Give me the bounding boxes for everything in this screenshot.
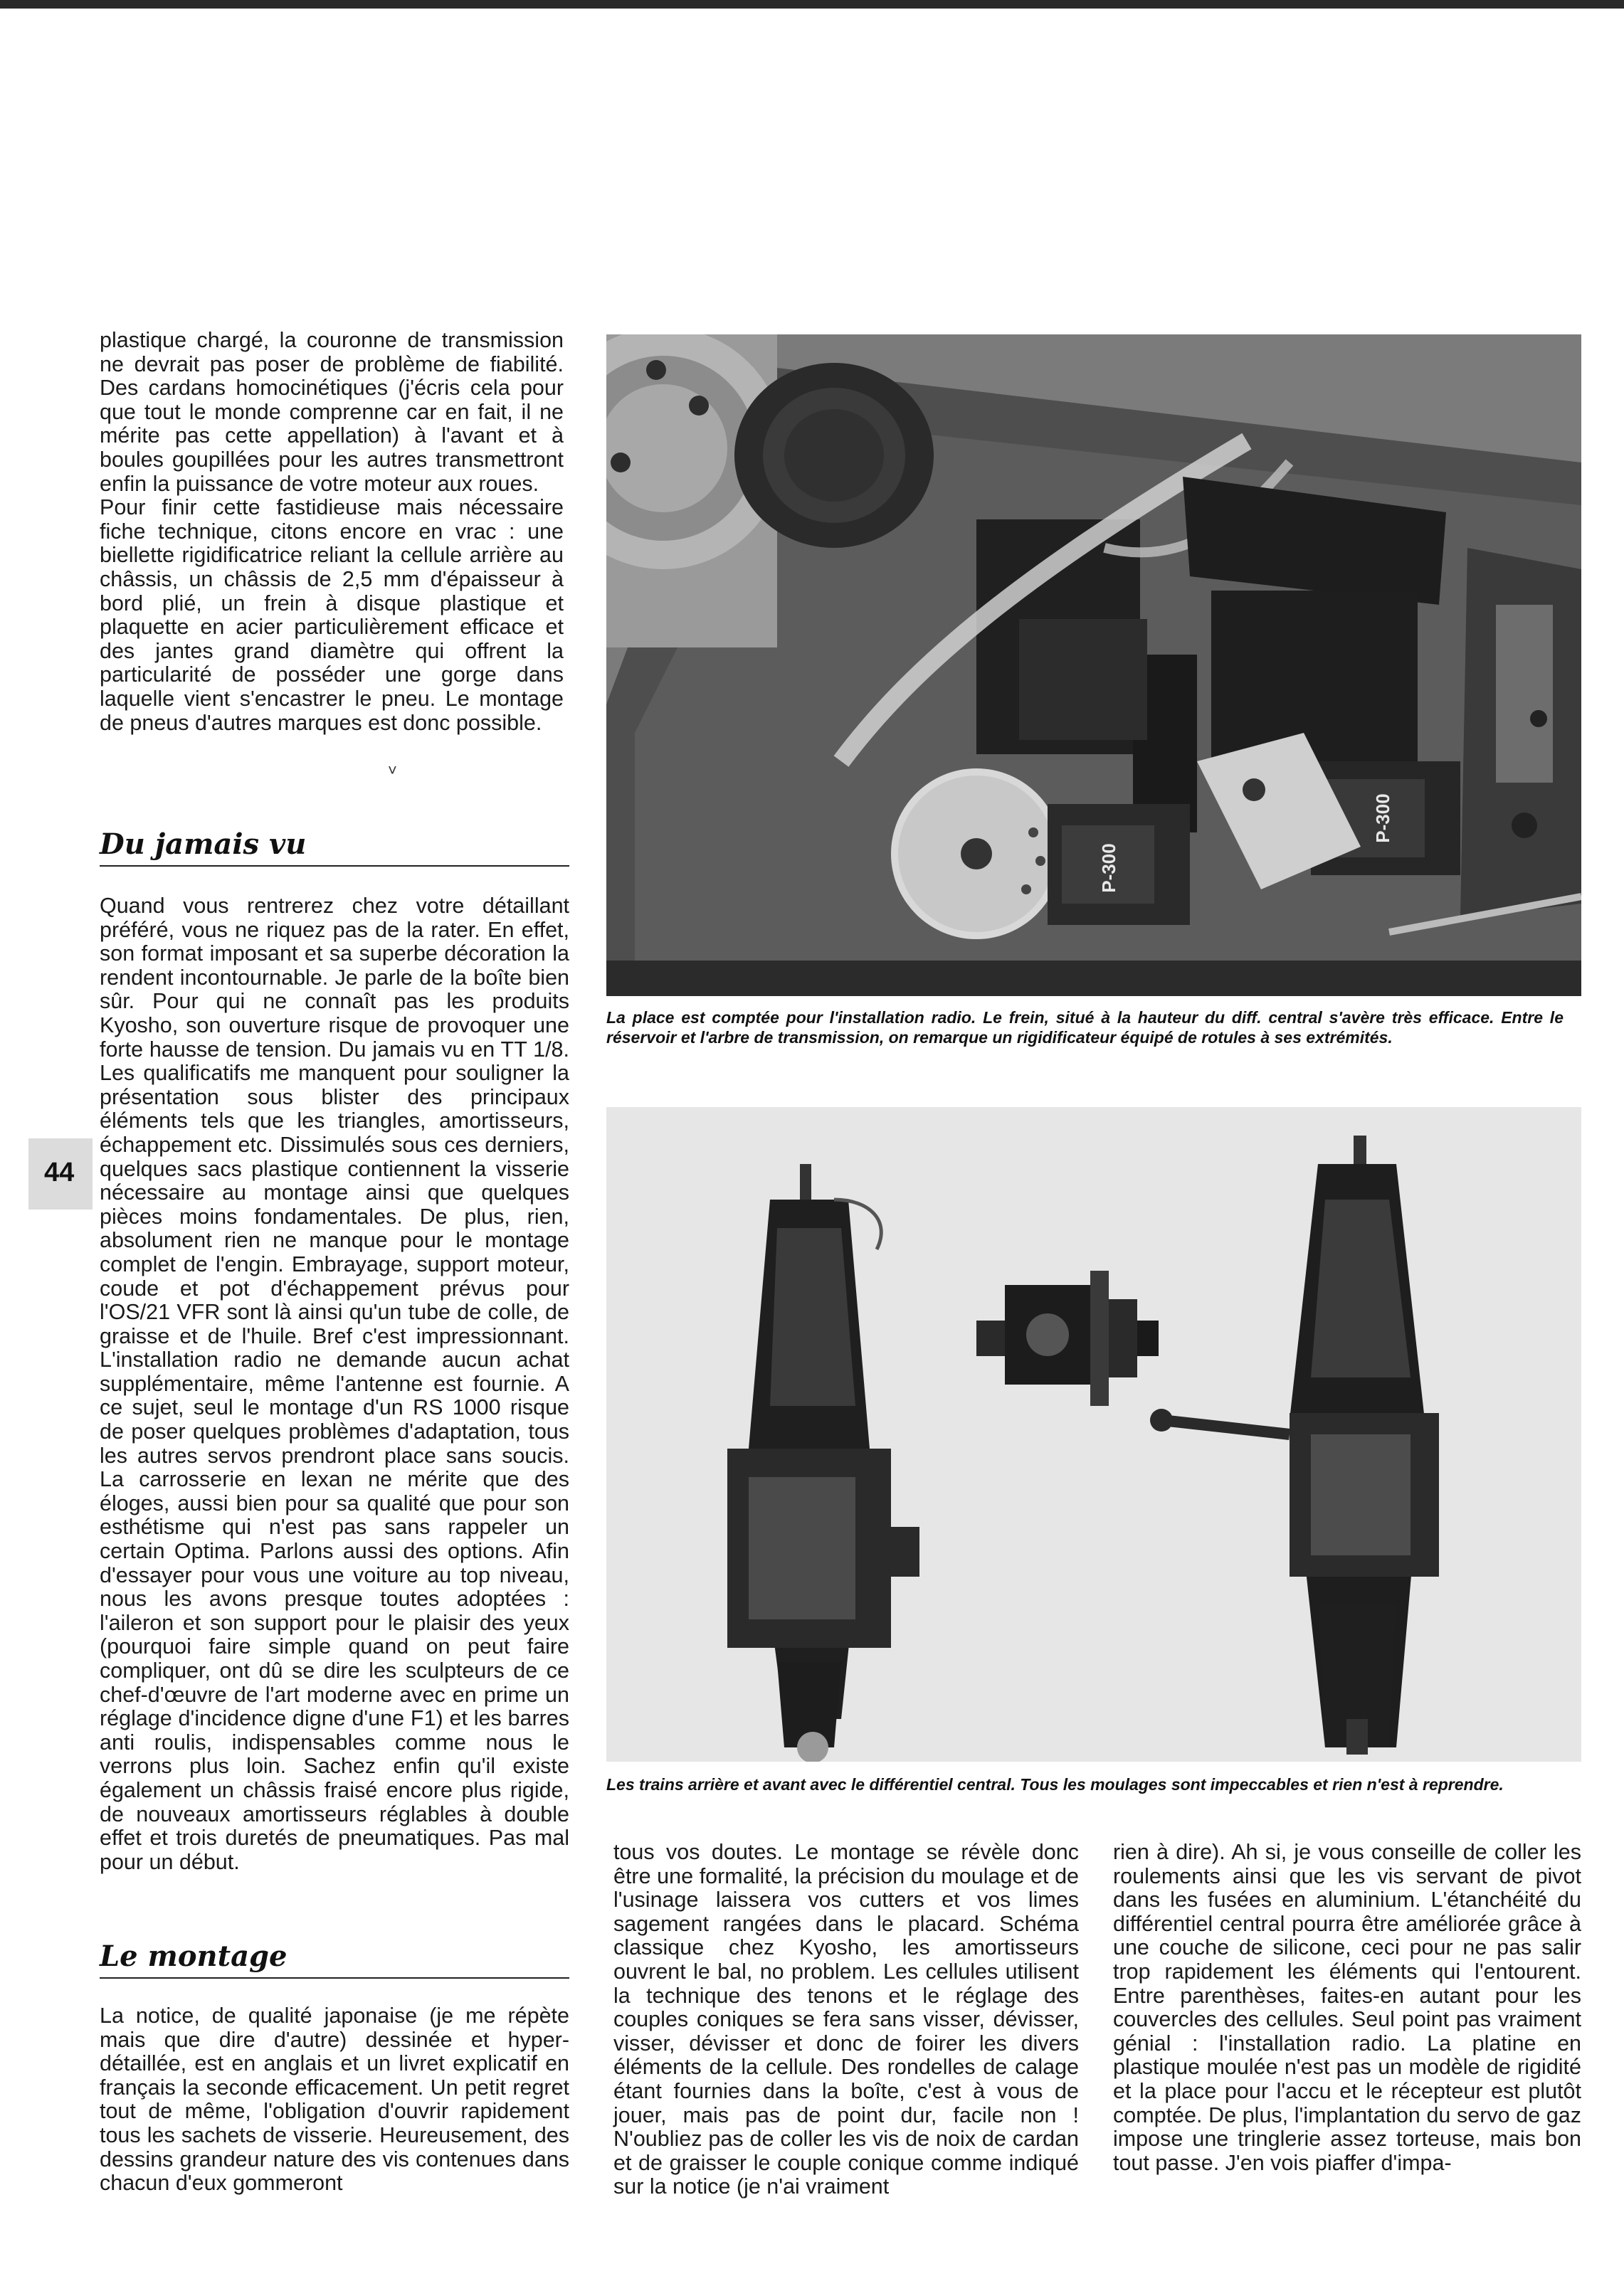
- section-heading-du-jamais-vu: Du jamais vu: [100, 827, 569, 867]
- paragraph-le-montage: La notice, de qualité japonaise (je me répète mais que dire d'autre) dessinée et hyperdétaillée, est en anglais et un livret explicatif en français la seconde efficacement. Un petit regret tout de même, l'obligation d'ouvrir rapidement tous les sachets de visserie. Heureusement, des dessins grandeur nature des vis contenues dans chacun d'eux gommeront: [100, 2004, 569, 2196]
- photo-trains-and-diff-image: [606, 1107, 1581, 1762]
- paragraph-du-jamais-vu: Quand vous rentrerez chez votre détaillant préféré, vous ne riquez pas de la rater. En effet, son format imposant et sa superbe décoration la rendent incontournable. Je parle de la boîte bien sûr. Pour qui ne connaît pas les produits Kyosho, son ouverture risque de provoquer une forte hausse de tension. Du jamais vu en TT 1/8. Les qualificatifs me manquent pour souligner la présentation sous blister des principaux éléments tels que les triangles, amortisseurs, échappement etc. Dissimulés sous ces derniers, quelques sacs plastique contiennent la visserie nécessaire au montage ainsi que quelques pièces moins fondamentales. De plus, rien, absolument rien ne manque pour le montage complet de l'engin. Embrayage, support moteur, coude et pot d'échappement prévus pour l'OS/21 VFR sont là ainsi qu'un tube de colle, de graisse et de l'huile. Bref c'est impressionnant. L'installation radio ne demande aucun achat supplémentaire, même l'antenne est fournie. A ce sujet, seul le montage d'un RS 1000 risque de poser quelques problèmes d'adaptation, tous les autres servos prendront place sans soucis. La carrosserie en lexan ne mérite que des éloges, aussi bien pour sa qualité que pour son esthétisme qui n'est pas sans rappeler un certain Optima. Parlons aussi des options. Afin d'essayer pour vous une voiture au top niveau, nous les avons presque toutes adoptées : l'aileron et son support pour le plaisir des yeux (pourquoi faire simple quand on peut faire compliquer, ont dû se dire les sculpteurs de ce chef-d'œuvre de l'art moderne avec en prime un réglage d'incidence digne d'une F1) et les barres anti roulis, indispensables comme nous le verrons plus loin. Sachez enfin qu'il existe également un châssis fraisé encore plus rigide, de nouveaux amortisseurs réglables à double effet et trois duretés de pneumatiques. Pas mal pour un début.: [100, 894, 569, 1874]
- page-number: 44: [44, 1158, 75, 1187]
- article-column-2: [613, 1841, 1079, 2199]
- article-column-1-intro: [100, 329, 564, 735]
- top-edge-bar: [0, 0, 1624, 9]
- article-section-du-jamais-vu: [100, 894, 569, 1874]
- servo-2-label: P-300: [1372, 793, 1393, 843]
- photo-radio-installation-caption: La place est comptée pour l'installation radio. Le frein, situé à la hauteur du diff. central s'avère très efficace. Entre le réservoir et l'arbre de transmission, on remarque un rigidificateur équipé de rotules à ses extrémités.: [606, 1008, 1564, 1047]
- photo-trains-and-diff: [606, 1107, 1581, 1762]
- photo-trains-and-diff-caption: Les trains arrière et avant avec le différentiel central. Tous les moulages sont impeccables et rien n'est à reprendre.: [606, 1775, 1504, 1794]
- brake-disc: [891, 768, 1062, 939]
- section-heading-le-montage: Le montage: [100, 1939, 569, 1979]
- air-filter: [734, 363, 934, 548]
- receiver-box: [1183, 477, 1446, 768]
- article-section-le-montage: [100, 2004, 569, 2196]
- photo-radio-installation: [606, 334, 1581, 996]
- print-speck: ˅: [388, 761, 397, 779]
- paragraph-technical-sheet: Pour finir cette fastidieuse mais nécessaire fiche technique, citons encore en vrac : une biellette rigidificatrice reliant la cellule arrière au châssis, un châssis de 2,5 mm d'épaisseur à bord plié, un frein à disque plastique et plaquette en acier particulièrement efficace et des jantes grand diamètre qui offrent la particularité de posséder une gorge dans laquelle vient s'encastrer le pneu. Le montage de pneus d'autres marques est donc possible.: [100, 495, 564, 735]
- paragraph-column-2: tous vos doutes. Le montage se révèle donc être une formalité, la précision du moulage et de l'usinage laissera vos cutters et vos limes sagement rangées dans le placard. Schéma classique chez Kyosho, les amortisseurs ouvrent le bal, no problem. Les cellules utilisent la technique des tenons et le réglage des couples coniques se fera sans visser, dévisser, visser, dévisser et donc de foirer les divers éléments de la cellule. Des rondelles de calage étant fournies dans la boîte, c'est à vous de jouer, mais pas de point dur, facile non ! N'oubliez pas de coller les vis de noix de cardan et de graisser le couple conique comme indiqué sur la notice (je n'ai vraiment: [613, 1840, 1079, 2199]
- paragraph-intro: plastique chargé, la couronne de transmission ne devrait pas poser de problème de fiabilité. Des cardans homocinétiques (j'écris cela pour que tout le monde comprenne car en fait, il ne mérite pas cette appellation) à l'avant et à boules goupillées pour les autres transmettront enfin la puissance de votre moteur aux roues.: [100, 328, 564, 496]
- paragraph-column-3: rien à dire). Ah si, je vous conseille de coller les roulements ainsi que les vis servant de pivot dans les fusées en aluminium. L'étanchéité du différentiel central pourra être améliorée grâce à une couche de silicone, ceci pour ne pas salir trop rapidement les éléments qui l'entourent. Entre parenthèses, faites-en autant pour les couvercles des cellules. Seul point pas vraiment génial : l'installation radio. La platine en plastique moulée n'est pas un modèle de rigidité et la place pour l'accu et le récepteur est plutôt comptée. De plus, l'implantation du servo de gaz impose une tringlerie assez torteuse, mais bon tout passe. J'en vois piaffer d'impa-: [1113, 1840, 1581, 2175]
- servo-1: [1048, 804, 1190, 925]
- article-column-3: [1113, 1841, 1581, 2175]
- photo-radio-installation-image: [606, 334, 1581, 996]
- servo-1-label: P-300: [1098, 843, 1119, 893]
